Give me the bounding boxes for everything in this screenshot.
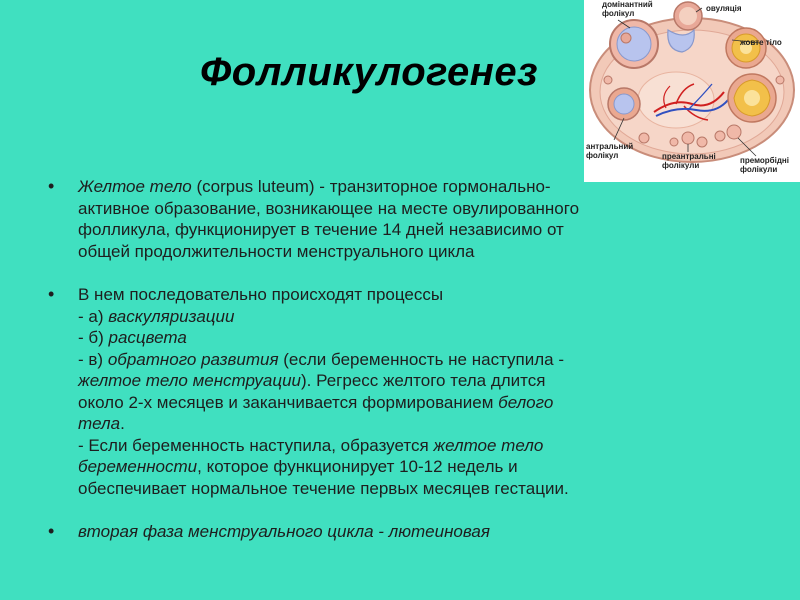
bullet1-line2: активное образование, возникающее на месте овулированного: [78, 198, 580, 218]
label-preantral-line1: преантральні: [662, 152, 716, 161]
bullet2-line7: [78, 413, 748, 435]
label-preovulatory-follicles: [740, 156, 789, 174]
label-dominant-line1: домінантний: [602, 0, 653, 9]
bullet1-line1: [78, 176, 748, 198]
label-preovulatory-line2: фолікули: [740, 165, 778, 174]
bullet-list: [48, 176, 748, 543]
process-a-term: васкуляризации: [108, 306, 235, 326]
process-c-prefix: - в): [78, 349, 108, 369]
label-corpus-luteum: жовте тіло: [740, 38, 782, 47]
term-white-body-part1: белого: [498, 392, 554, 412]
bullet2-line8-text: - Если беременность наступила, образуется: [78, 435, 434, 455]
process-c-term: обратного развития: [107, 349, 279, 369]
bullet1-line1-text: (corpus luteum) - транзиторное гормонально-: [191, 177, 551, 196]
process-a-prefix: - а): [78, 306, 109, 326]
bullet2-line9-text: , которое функционирует 10-12 недель и: [197, 457, 518, 476]
slide-title: Фолликулогенез: [200, 50, 539, 94]
bullet2-line8: [78, 435, 748, 457]
bullet2-line6: [78, 392, 748, 414]
process-a: [78, 306, 748, 328]
term-pregnancy-corpus-luteum-part1: желтое тело: [433, 435, 544, 455]
label-dominant-follicle: [602, 0, 653, 18]
label-dominant-line2: фолікул: [602, 9, 635, 18]
bullet2-line10: обеспечивает нормальное течение первых месяцев гестации.: [78, 478, 569, 498]
term-pregnancy-corpus-luteum-part2: беременности: [78, 457, 198, 476]
bullet2-line1: • В нем последовательно происходят процессы: [78, 285, 444, 304]
label-preantral-follicles: [662, 152, 716, 170]
process-b-prefix: - б): [78, 328, 109, 347]
ovary-diagram: [584, 0, 800, 182]
process-c-rest: (если беременность не наступила -: [278, 349, 565, 369]
bullet2-line7-text: .: [120, 414, 125, 433]
bullet1-line4: общей продолжительности менструального цикла: [78, 241, 475, 261]
bullet-processes: [48, 284, 748, 499]
process-c: [78, 349, 748, 371]
label-antral-line1: антральний: [586, 142, 634, 151]
bullet1-line3: фолликула, функционирует в течение 14 дней независимо от: [78, 220, 564, 239]
process-b: [78, 327, 748, 349]
process-b-term: расцвета: [108, 328, 187, 347]
label-ovulation: овуляція: [706, 4, 742, 13]
term-menstrual-corpus-luteum: желтое тело менструации: [78, 371, 302, 390]
bullet3-text: • вторая фаза менструального цикла - лютеиновая: [78, 522, 490, 541]
bullet2-line5-text: ). Регресс желтого тела длится: [301, 371, 546, 390]
label-antral-line2: фолікул: [586, 151, 619, 160]
label-preantral-line2: фолікули: [662, 161, 700, 170]
bullet2-line6-text: около 2-х месяцев и заканчивается формированием: [78, 392, 499, 412]
bullet-luteal-phase: [48, 521, 748, 543]
bullet2-line5: [78, 370, 748, 392]
term-corpus-luteum: Желтое тело: [78, 177, 192, 196]
term-white-body-part2: тела: [78, 414, 121, 433]
bullet-corpus-luteum: [48, 176, 748, 262]
bullet2-line9: [78, 456, 748, 478]
label-preovulatory-line1: преморбідні: [740, 156, 789, 165]
label-antral-follicle: [586, 142, 633, 160]
